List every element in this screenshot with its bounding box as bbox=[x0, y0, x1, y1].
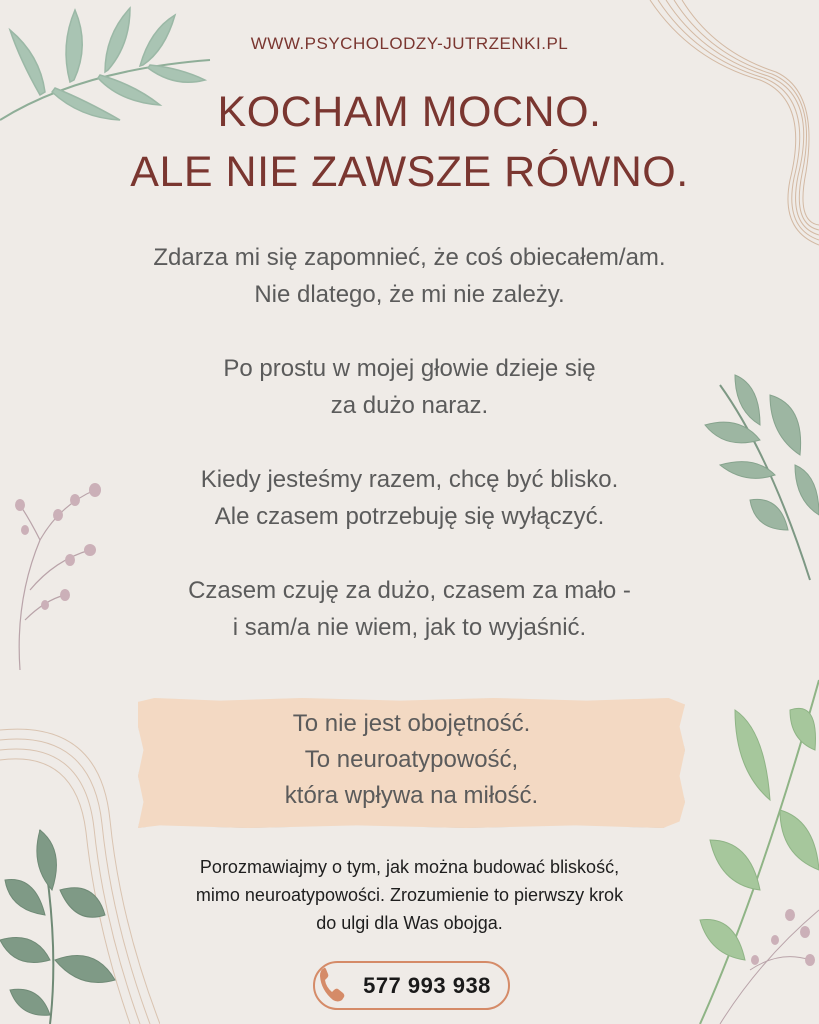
note-line-1: To nie jest obojętność. bbox=[292, 710, 531, 737]
paragraph-3 bbox=[0, 461, 819, 535]
paragraph-1-line-1: Zdarza mi się zapomnieć, że coś obiecałem/am. bbox=[153, 244, 666, 271]
footer-line-3: do ulgi dla Was obojga. bbox=[316, 913, 503, 933]
phone-number[interactable]: 577 993 938 bbox=[363, 973, 491, 998]
paragraph-2 bbox=[0, 350, 819, 424]
paragraph-2-line-1: Po prostu w mojej głowie dzieje się bbox=[223, 355, 596, 382]
paragraph-3-line-2: Ale czasem potrzebuję się wyłączyć. bbox=[214, 503, 605, 530]
headline-line-1: KOCHAM MOCNO. bbox=[217, 88, 602, 136]
footer-line-2: mimo neuroatypowości. Zrozumienie to pierwszy krok bbox=[195, 885, 624, 905]
note-line-2: To neuroatypowość, bbox=[304, 746, 519, 773]
paragraph-2-line-2: za dużo naraz. bbox=[330, 392, 489, 419]
footer-text bbox=[0, 853, 819, 937]
paragraph-1 bbox=[0, 239, 819, 313]
note-line-3: która wpływa na miłość. bbox=[284, 782, 539, 809]
paragraph-3-line-1: Kiedy jesteśmy razem, chcę być blisko. bbox=[200, 466, 619, 493]
paragraph-4-line-1: Czasem czuję za dużo, czasem za mało - bbox=[188, 577, 631, 604]
paragraph-4-line-2: i sam/a nie wiem, jak to wyjaśnić. bbox=[232, 614, 587, 641]
headline-line-2: ALE NIE ZAWSZE RÓWNO. bbox=[130, 148, 689, 196]
paragraph-4 bbox=[0, 572, 819, 646]
website-url[interactable]: WWW.PSYCHOLODZY-JUTRZENKI.PL bbox=[250, 34, 569, 53]
paragraph-1-line-2: Nie dlatego, że mi nie zależy. bbox=[254, 281, 565, 308]
phone-icon bbox=[317, 966, 347, 1004]
footer-line-1: Porozmawiajmy o tym, jak można budować bliskość, bbox=[199, 857, 620, 877]
note-text bbox=[138, 706, 685, 814]
